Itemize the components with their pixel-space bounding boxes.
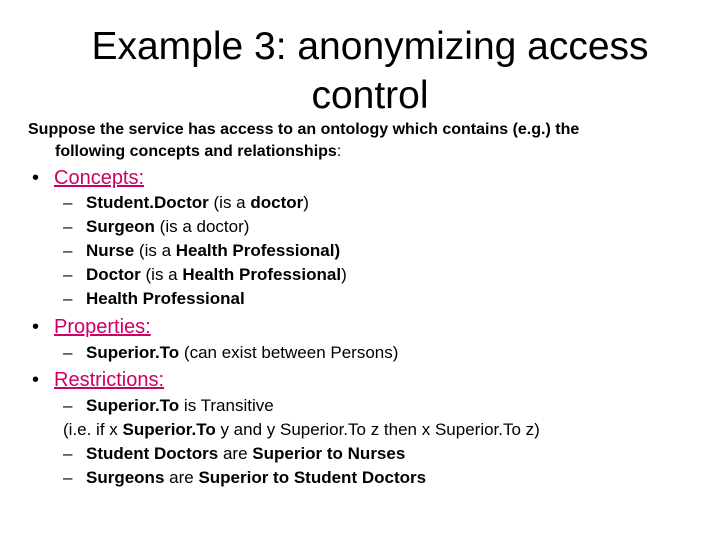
property-name: Superior.To (86, 343, 180, 362)
dash: – (63, 289, 73, 308)
concept-text: ) (303, 193, 309, 212)
restriction-text: are (218, 444, 253, 463)
concept-name: Nurse (86, 241, 135, 260)
bullet-dot: • (32, 167, 40, 189)
intro-line-1: Suppose the service has access to an ontology which contains (e.g.) the (28, 121, 580, 138)
concept-name: Health Professional (86, 289, 245, 308)
concept-name: Surgeon (86, 217, 155, 236)
concept-item (63, 239, 340, 263)
concept-parent: Health Professional (182, 265, 342, 284)
concept-text: (is a (134, 241, 176, 260)
bullet-concepts (32, 165, 144, 191)
restriction-term: Superior.To (86, 396, 180, 415)
properties-label: Properties: (54, 316, 151, 338)
concept-text: (is a (140, 265, 183, 284)
restriction-text: is Transitive (179, 396, 274, 415)
dash: – (63, 193, 73, 212)
bullet-restrictions (32, 367, 164, 393)
title-line-2: control (311, 74, 429, 117)
restrictions-label: Restrictions: (54, 369, 165, 391)
dash: – (63, 444, 73, 463)
bullet-properties (32, 314, 151, 340)
concept-text: (is a doctor) (154, 217, 250, 236)
dash: – (63, 468, 73, 487)
restriction-item (63, 442, 405, 466)
slide-title (40, 22, 700, 120)
concept-item (63, 287, 245, 311)
dash: – (63, 241, 73, 260)
restriction-term: Superior to Nurses (252, 444, 406, 463)
restriction-text: (i.e. if x (63, 420, 123, 439)
restriction-text: are (164, 468, 199, 487)
dash: – (63, 217, 73, 236)
property-item (63, 341, 398, 365)
restriction-term: Superior to Student Doctors (198, 468, 427, 487)
concept-parent: doctor (250, 193, 304, 212)
concept-text: (is a (208, 193, 251, 212)
restriction-item (63, 394, 274, 418)
concept-name: Doctor (86, 265, 141, 284)
bullet-dot: • (32, 316, 40, 338)
intro-line-2-wrap (28, 141, 708, 163)
restriction-term: Surgeons (86, 468, 165, 487)
concepts-label: Concepts: (54, 167, 145, 189)
restriction-item (63, 466, 426, 490)
bullet-dot: • (32, 369, 40, 391)
dash: – (63, 265, 73, 284)
title-line-1: Example 3: anonymizing access (91, 25, 649, 68)
restriction-explanation (63, 418, 540, 442)
concept-text: ) (341, 265, 347, 284)
concept-item (63, 191, 309, 215)
restriction-term: Superior.To (122, 420, 216, 439)
intro-line-2: following concepts and relationships (55, 143, 337, 160)
dash: – (63, 343, 73, 362)
dash: – (63, 396, 73, 415)
concept-item (63, 263, 347, 287)
concept-item (63, 215, 249, 239)
concept-name: Student.Doctor (86, 193, 209, 212)
concept-parent: Health Professional) (175, 241, 341, 260)
restriction-text: y and y Superior.To z then x Superior.To z) (215, 420, 540, 439)
intro-paragraph (28, 119, 708, 163)
intro-colon: : (336, 143, 342, 160)
restriction-term: Student Doctors (86, 444, 219, 463)
property-text: (can exist between Persons) (179, 343, 399, 362)
